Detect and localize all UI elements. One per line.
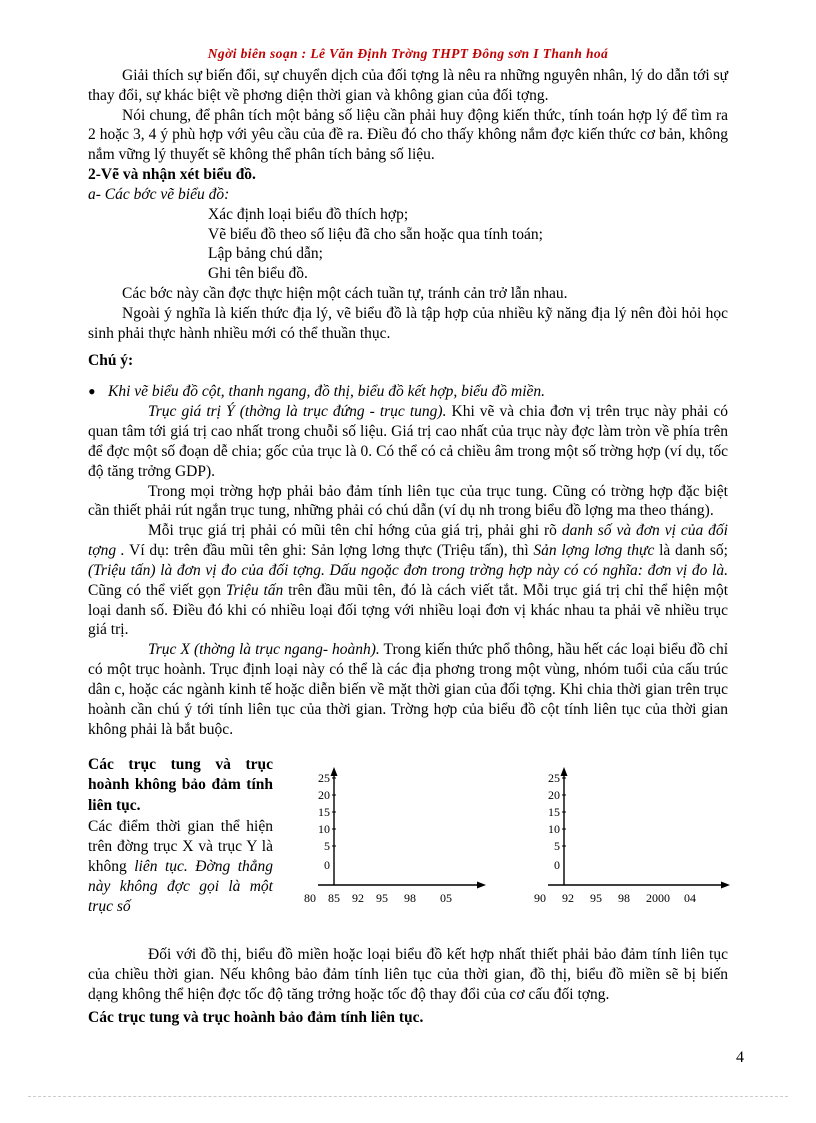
p7-b: Ví dụ: trên đầu mũi tên ghi: Sản lợng lơng thực (Triệu tấn), thì (124, 542, 534, 560)
heading-chu-y: Chú ý: (88, 351, 134, 369)
svg-text:0: 0 (324, 858, 330, 873)
svg-text:2000: 2000 (646, 891, 670, 906)
figure-subtext (88, 817, 273, 916)
svg-text:80: 80 (304, 891, 316, 906)
paragraph-3: Các bớc này cần đợc thực hiện một cách tuần tự, tránh cản trở lẫn nhau. (122, 285, 568, 303)
svg-text:5: 5 (324, 839, 330, 854)
svg-text:05: 05 (440, 891, 452, 906)
paragraph-5 (88, 402, 728, 481)
heading-a-cac-buoc: a- Các bớc vẽ biểu đồ: (88, 185, 230, 203)
svg-text:95: 95 (590, 891, 602, 906)
svg-text:25: 25 (548, 771, 560, 786)
paragraph-8-rest: Trong kiến thức phổ thông, hầu hết các loại biểu đồ chỉ có một trục hoành. Trục định loại này có thể là các địa phơng trong một vùng, nhóm tuổi của cấu trúc dân c, hoặc các ngành kinh tế hoặc diễn biến về mặt thời gian của đối tợng. Khi chia thời gian trên trục hoành cần chú ý tới tính liên tục của thời gian. Trờng hợp của biểu đồ cột tính liên tục của thời gian không phải là bắt buộc. (88, 641, 728, 738)
step-1: Xác định loại biểu đồ thích hợp; (208, 205, 409, 223)
paragraph-5-lead: Trục giá trị Ý (thờng là trục đứng - trục tung). (148, 403, 447, 421)
bullet-item (88, 379, 728, 405)
svg-text:95: 95 (376, 891, 388, 906)
svg-text:04: 04 (684, 891, 696, 906)
paragraph-5-rest: Khi vẽ và chia đơn vị trên trục này phải có quan tâm tới giá trị cao nhất trong chuỗi số liệu. Giá trị cao nhất của trục này đợc làm tròn về phía trên để đợc một số đoạn dễ chia; gốc của trục là 0. Có thể có cả chiều âm trong một số trờng hợp (ví dụ, tốc độ tăng trởng GDP). (88, 403, 728, 480)
paragraph-8-lead: Trục X (thờng là trục ngang- hoành). (148, 641, 380, 659)
figure-subtext-italic: liên tục. Đờng thẳng này không đợc gọi là một trục số (88, 857, 274, 915)
p7-e: trên đầu mũi tên, đó là cách viết tắt. Mỗi trục giá trị chỉ thể hiện một loại danh số. Điều đó khi có nhiều loại đối tợng với nhiều loại đơn vị khác nhau ta phải vẽ nhiều trục giá trị. (88, 581, 729, 639)
p7-i2: Sản lợng lơng thực (533, 542, 655, 560)
paragraph-6: Trong mọi trờng hợp phải bảo đảm tính liên tục của trục tung. Cũng có trờng hợp đặc biệt cần thiết phải rút ngắn trục tung, những phải có chú dẫn (ví dụ nh trong biểu đồ lợng ma theo tháng). (88, 482, 728, 520)
paragraph-9: Đối với đồ thị, biểu đồ miền hoặc loại biểu đồ kết hợp nhất thiết phải bảo đảm tính liên tục của chiều thời gian. Nếu không bảo đảm tính liên tục của thời gian, đồ thị, biểu đồ miền sẽ bị biến dạng không thể hiện đợc tốc độ tăng trởng hoặc tốc độ thay đổi của cơ cấu đối tợng. (88, 946, 728, 1003)
paragraph-4: Ngoài ý nghĩa là kiến thức địa lý, vẽ biểu đồ là tập hợp của nhiều kỹ năng địa lý nên đòi hỏi học sinh phải thực hành nhiều mới có thể thuần thục. (88, 304, 728, 342)
paragraph-8 (88, 640, 728, 739)
bullet-text: Khi vẽ biểu đồ cột, thanh ngang, đồ thị, biểu đồ kết hợp, biểu đồ miền. (108, 383, 546, 401)
svg-text:92: 92 (562, 891, 574, 906)
svg-text:5: 5 (554, 839, 560, 854)
bullet-dot-icon: • (88, 379, 96, 405)
step-3: Lập bảng chú dẫn; (208, 245, 323, 263)
svg-text:85: 85 (328, 891, 340, 906)
p7-i1: danh số và đơn vị của đối tợng . (88, 522, 728, 560)
svg-text:15: 15 (548, 805, 560, 820)
page-content (88, 46, 728, 1028)
author-header: Ngời biên soạn : Lê Văn Định Trờng THPT Đông sơn I Thanh hoá (207, 46, 609, 61)
heading-cac-truc-tung: Các trục tung và trục hoành bảo đảm tính liên tục. (88, 1008, 424, 1026)
step-2: Vẽ biểu đồ theo số liệu đã cho sẵn hoặc qua tính toán; (208, 225, 543, 243)
svg-text:0: 0 (554, 858, 560, 873)
p7-d: Cũng có thể viết gọn (88, 581, 226, 599)
svg-text:10: 10 (548, 822, 560, 837)
svg-text:92: 92 (352, 891, 364, 906)
chart-right-svg (518, 765, 733, 915)
figure-caption: Các trục tung và trục hoành không bảo đảm tính liên tục. (88, 756, 273, 814)
svg-text:15: 15 (318, 805, 330, 820)
page-number: 4 (736, 1049, 744, 1066)
paragraph-7 (88, 521, 728, 640)
figure-subtext-a: Các điểm thời gian thể hiện trên đờng trục X và trục Y là không (88, 818, 273, 875)
svg-text:20: 20 (548, 788, 560, 803)
heading-2-ve-va-nhan-xet: 2-Vẽ và nhận xét biểu đồ. (88, 166, 256, 184)
svg-text:98: 98 (404, 891, 416, 906)
svg-text:25: 25 (318, 771, 330, 786)
chart-left-svg (288, 765, 488, 915)
p7-c: là danh số; (654, 542, 728, 560)
p7-i3: (Triệu tấn) là đơn vị đo của đối tợng. Dấu ngoặc đơn trong trờng hợp này có có nghĩa: đơn vị đo là. (88, 561, 728, 579)
figure-block (88, 755, 728, 945)
svg-text:10: 10 (318, 822, 330, 837)
chart-left (288, 765, 488, 915)
p7-a: Mỗi trục giá trị phải có mũi tên chỉ hớng của giá trị, phải ghi rõ (148, 522, 562, 540)
paragraph-1: Giải thích sự biến đổi, sự chuyển dịch của đối tợng là nêu ra những nguyên nhân, lý do dẫn tới sự thay đổi, sự khác biệt về phơng diện thời gian và không gian của đối tợng. (88, 67, 728, 104)
p7-i4: Triệu tấn (225, 581, 284, 599)
svg-text:20: 20 (318, 788, 330, 803)
paragraph-2: Nói chung, để phân tích một bảng số liệu cần phải huy động kiến thức, tính toán hợp lý để tìm ra 2 hoặc 3, 4 ý phù hợp với yêu cầu của đề ra. Điều đó cho thấy không nắm đợc kiến thức cơ bản, không nắm vững lý thuyết sẽ không thể phân tích bảng số liệu. (88, 106, 728, 164)
footer-divider (28, 1096, 788, 1097)
svg-text:90: 90 (534, 891, 546, 906)
step-4: Ghi tên biểu đồ. (208, 265, 308, 283)
chart-right (518, 765, 733, 915)
svg-text:98: 98 (618, 891, 630, 906)
